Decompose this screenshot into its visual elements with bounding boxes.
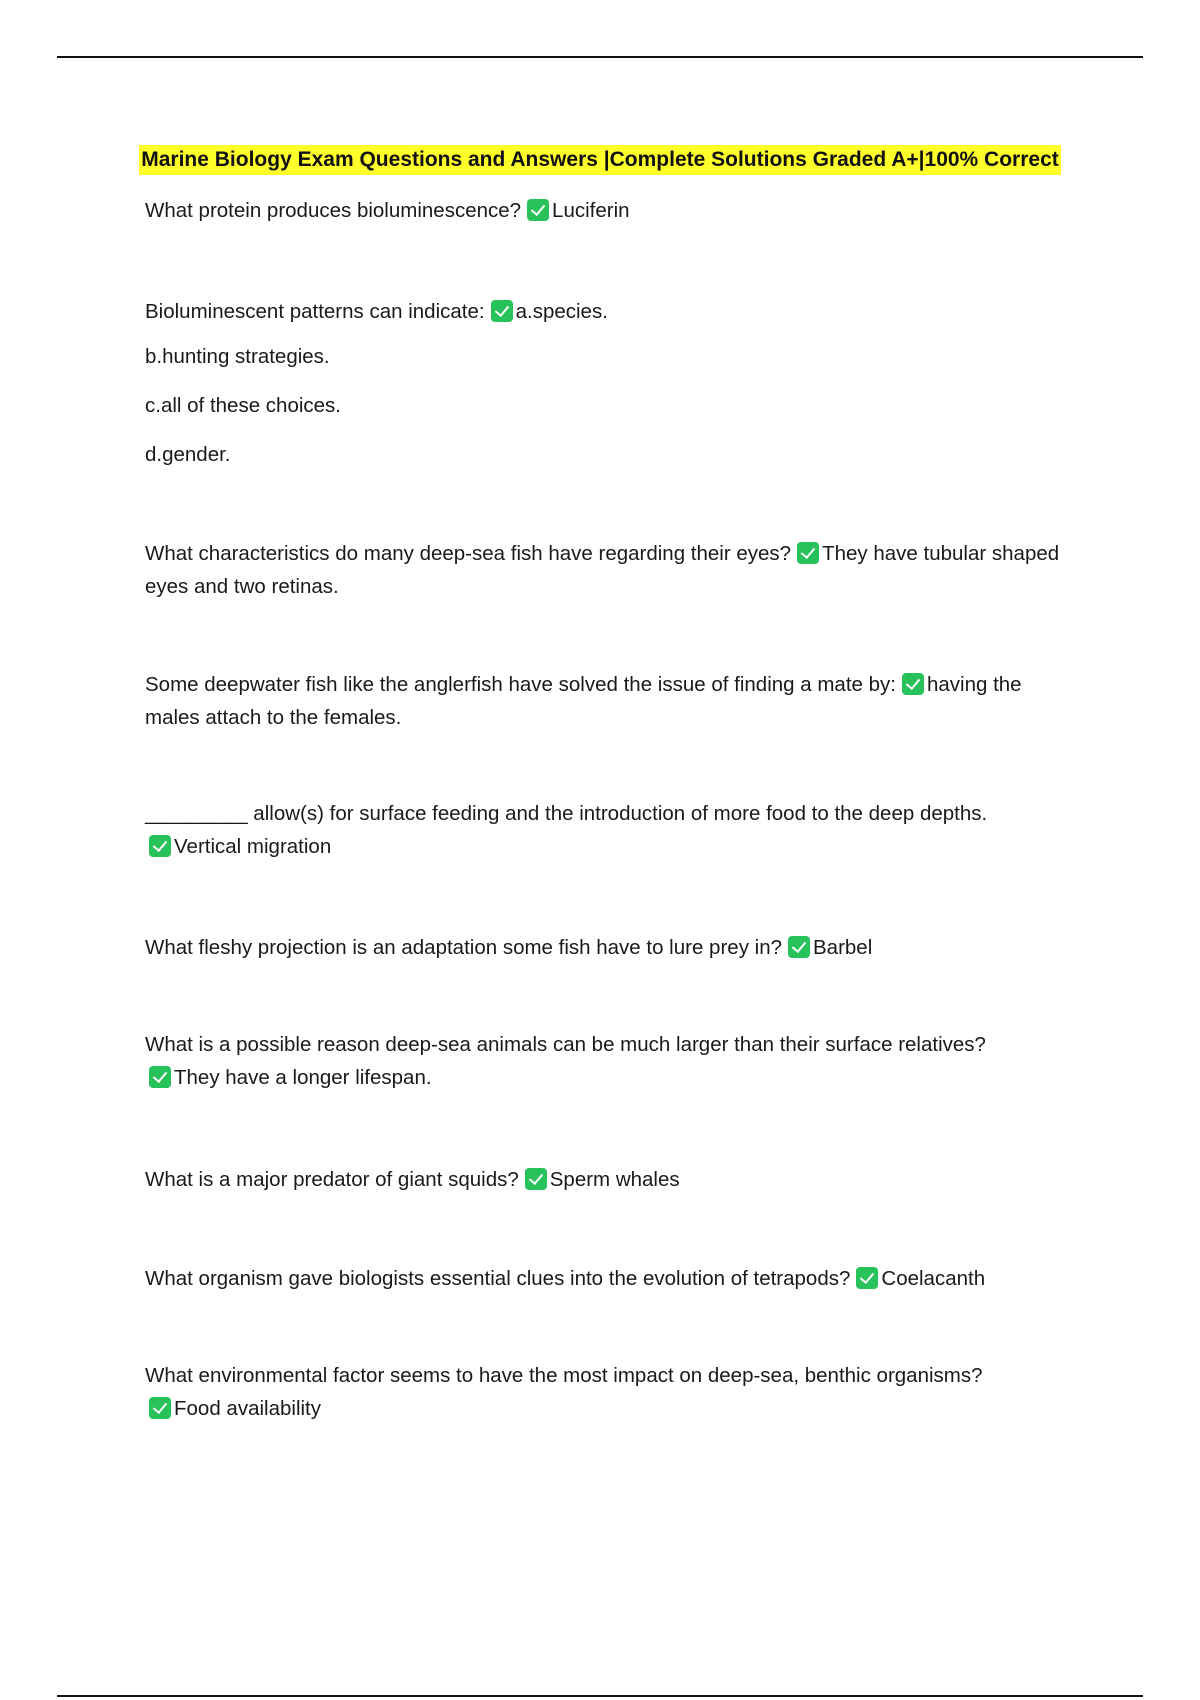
question-text: What fleshy projection is an adaptation some fish have to lure prey in? (145, 936, 782, 959)
header-rule (57, 56, 1143, 58)
option-d: d.gender. (145, 443, 231, 466)
qa-item-3 (145, 537, 1065, 603)
qa-item-7 (145, 1028, 1065, 1094)
question-text: What organism gave biologists essential clues into the evolution of tetrapods? (145, 1267, 851, 1290)
checkmark-icon (527, 199, 549, 221)
question-text: What protein produces bioluminescence? (145, 199, 522, 222)
qa-item-6 (145, 931, 1065, 964)
option-b: b.hunting strategies. (145, 345, 330, 368)
answer-text: Food availability (174, 1397, 321, 1420)
answer-text: a.species. (515, 300, 608, 323)
answer-text: Sperm whales (549, 1168, 680, 1191)
question-text: _________ allow(s) for surface feeding and the introduction of more food to the deep depths. (145, 802, 988, 825)
answer-text: They have a longer lifespan. (174, 1066, 432, 1089)
checkmark-icon (788, 936, 810, 958)
title-container (0, 145, 1200, 175)
qa-item-10 (145, 1359, 1065, 1425)
answer-text: They have tubular shaped eyes and two retinas. (145, 542, 1060, 598)
question-text: What is a possible reason deep-sea animals can be much larger than their surface relatives? (145, 1033, 986, 1056)
question-text: What characteristics do many deep-sea fish have regarding their eyes? (145, 542, 792, 565)
checkmark-icon (856, 1267, 878, 1289)
answer-text: having the males attach to the females. (145, 673, 1022, 729)
answer-text: Coelacanth (881, 1267, 986, 1290)
qa-item-2 (145, 295, 1065, 328)
checkmark-icon (149, 835, 171, 857)
question-text: Bioluminescent patterns can indicate: (145, 300, 485, 323)
question-text: Some deepwater fish like the anglerfish have solved the issue of finding a mate by: (145, 673, 896, 696)
option-c: c.all of these choices. (145, 394, 341, 417)
footer-rule (57, 1695, 1143, 1697)
qa-item-5 (145, 797, 1065, 863)
checkmark-icon (902, 673, 924, 695)
checkmark-icon (149, 1397, 171, 1419)
qa-item-4 (145, 668, 1065, 734)
answer-text: Vertical migration (174, 835, 332, 858)
question-text: What environmental factor seems to have the most impact on deep-sea, benthic organisms? (145, 1364, 983, 1387)
qa-item-9 (145, 1262, 1065, 1295)
checkmark-icon (491, 300, 513, 322)
answer-text: Luciferin (552, 199, 630, 222)
question-text: What is a major predator of giant squids? (145, 1168, 519, 1191)
qa-item-1 (145, 194, 1065, 227)
qa-item-8 (145, 1163, 1065, 1196)
checkmark-icon (525, 1168, 547, 1190)
page-title: Marine Biology Exam Questions and Answers |Complete Solutions Graded A+|100% Correct (139, 145, 1061, 175)
checkmark-icon (797, 542, 819, 564)
answer-text: Barbel (813, 936, 873, 959)
checkmark-icon (149, 1066, 171, 1088)
